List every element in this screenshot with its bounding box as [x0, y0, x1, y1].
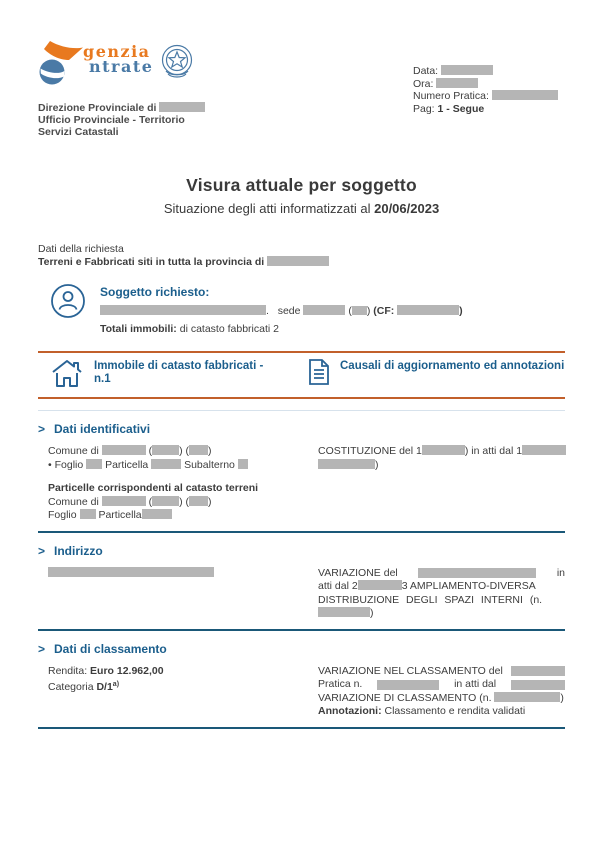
- cf-label: (CF:: [373, 305, 395, 317]
- redacted-subalterno: [238, 459, 248, 469]
- variazione-line-1: VARIAZIONE del in: [318, 566, 565, 579]
- particelle-heading: Particelle corrispondenti al catasto terreni: [48, 482, 259, 494]
- redacted-value: [377, 680, 439, 690]
- foglio-line: • Foglio Particella Subalterno: [48, 459, 308, 473]
- redacted-foglio: [80, 509, 96, 519]
- redacted-date: [422, 445, 465, 455]
- redacted-subject-name: [100, 305, 266, 315]
- classamento-left-column: [48, 665, 308, 719]
- redacted-value: [159, 102, 205, 112]
- categoria-line: Categoria D/1$^{a)}$: [48, 681, 120, 693]
- redacted-date: [358, 580, 402, 590]
- redacted-value: [303, 305, 345, 315]
- section-dati-identificativi: [38, 410, 565, 531]
- redacted-date: [511, 680, 565, 690]
- classamento-var-line-2: Pratica n. in atti dal: [318, 678, 565, 692]
- categoria-footnote: a): [112, 681, 120, 688]
- header-left: [38, 40, 205, 138]
- bullet-icon: •: [48, 458, 52, 471]
- redacted-value: [492, 90, 558, 100]
- redacted-date: [522, 445, 566, 455]
- request-block: [38, 243, 565, 268]
- comune-line: Comune di ( ) ( ): [48, 445, 212, 457]
- subject-block: [38, 283, 565, 336]
- variazione-line-4: ): [318, 607, 565, 621]
- classamento-var-line-3: VARIAZIONE DI CLASSAMENTO (n. ): [318, 691, 564, 704]
- rendita-value: Euro 12.962,00: [90, 664, 164, 677]
- redacted-address: [48, 567, 214, 577]
- page-subtitle: Situazione degli atti informatizzati al 20/06/2023: [163, 201, 440, 216]
- redacted-value: [189, 496, 208, 506]
- meta-data: Data:: [413, 65, 565, 78]
- annotazioni-line: Annotazioni: Classamento e rendita validati: [318, 705, 526, 717]
- chevron-right-icon: >: [38, 543, 46, 558]
- title-block: [38, 175, 565, 216]
- redacted-comune: [102, 496, 146, 506]
- meta-pag: Pag: 1 - Segue: [413, 102, 485, 115]
- agenzia-entrate-logo: [38, 40, 205, 91]
- rendita-line: Rendita: Euro 12.962,00: [48, 664, 164, 677]
- person-icon: [50, 283, 86, 336]
- redacted-particella: [151, 459, 181, 469]
- causali-column-header: [308, 358, 565, 393]
- classamento-right-column: [318, 665, 565, 719]
- foglio-terreni-line: Foglio Particella: [48, 509, 308, 523]
- page-number: 1 - Segue: [437, 102, 485, 115]
- redacted-value: [267, 256, 329, 266]
- redacted-cf-value: [397, 305, 459, 315]
- immobile-column-header: [50, 358, 298, 393]
- identificativi-right-column: [318, 445, 566, 523]
- subject-identity-line: . sede ( ) (CF: ): [100, 304, 463, 318]
- agenzia-entrate-logo-icon: [38, 40, 84, 91]
- subject-totals: Totali immobili: di catasto fabbricati 2: [100, 323, 279, 335]
- redacted-date: [511, 666, 565, 676]
- redacted-value: [318, 607, 370, 617]
- redacted-particella: [142, 509, 172, 519]
- office-line-1: Direzione Provinciale di: [38, 102, 205, 114]
- categoria-value: D/1: [96, 681, 113, 693]
- columns-header: [38, 351, 565, 399]
- request-label: Dati della richiesta: [38, 243, 124, 255]
- subject-body: [100, 283, 463, 336]
- chevron-right-icon: >: [38, 422, 46, 436]
- section-title-dati-identificativi: > Dati identificativi: [38, 422, 151, 436]
- variazione-line-2: atti dal 2 3 AMPLIAMENTO-DIVERSA: [318, 580, 536, 592]
- section-dati-classamento: [38, 631, 565, 727]
- indirizzo-right-column: [318, 567, 565, 621]
- agenzia-entrate-logo-text: [83, 44, 153, 74]
- document-icon: [308, 358, 330, 391]
- page-title: Visura attuale per soggetto: [186, 175, 417, 195]
- costituzione-line-2: ): [318, 459, 566, 473]
- redacted-date: [418, 568, 536, 578]
- immobile-heading: Immobile di catasto fabbricati - n.1: [94, 360, 264, 385]
- redacted-value: [436, 78, 478, 88]
- meta-ora: Ora:: [413, 78, 565, 91]
- costituzione-line-1: COSTITUZIONE del 1 ) in atti dal 1: [318, 445, 566, 459]
- identificativi-left-column: [48, 445, 308, 523]
- logo-word-agenzia: genzia: [83, 42, 151, 61]
- meta-block: [413, 65, 565, 115]
- page-bottom-separator: [38, 727, 565, 729]
- subject-heading: Soggetto richiesto:: [100, 285, 210, 299]
- redacted-value: [494, 692, 560, 702]
- subtitle-date: 20/06/2023: [374, 201, 440, 216]
- section-title-dati-classamento: > Dati di classamento: [38, 641, 167, 656]
- office-block: [38, 102, 205, 138]
- redacted-value: [189, 445, 208, 455]
- redacted-value: [352, 306, 367, 315]
- office-line-2: Ufficio Provinciale - Territorio: [38, 114, 185, 126]
- meta-pratica: Numero Pratica:: [413, 90, 565, 103]
- house-icon: [50, 358, 84, 393]
- section-indirizzo: [38, 533, 565, 629]
- office-line-3: Servizi Catastali: [38, 126, 119, 138]
- redacted-value: [152, 445, 179, 455]
- classamento-var-line-1: VARIAZIONE NEL CLASSAMENTO del: [318, 665, 565, 679]
- section-title-indirizzo: > Indirizzo: [38, 543, 103, 558]
- redacted-value: [318, 459, 375, 469]
- redacted-foglio: [86, 459, 102, 469]
- italy-emblem-icon: [161, 41, 193, 88]
- logo-word-entrate: ntrate: [89, 57, 154, 76]
- causali-heading: Causali di aggiornamento ed annotazioni: [340, 360, 565, 372]
- chevron-right-icon: >: [38, 641, 46, 656]
- page-header: [38, 40, 565, 138]
- indirizzo-left-column: [48, 567, 308, 621]
- variazione-line-3: DISTRIBUZIONE DEGLI SPAZI INTERNI (n.: [318, 593, 543, 606]
- comune-terreni-line: Comune di ( ) ( ): [48, 495, 212, 508]
- redacted-value: [152, 496, 179, 506]
- redacted-value: [441, 65, 493, 75]
- redacted-comune: [102, 445, 146, 455]
- request-scope: Terreni e Fabbricati siti in tutta la provincia di: [38, 256, 565, 269]
